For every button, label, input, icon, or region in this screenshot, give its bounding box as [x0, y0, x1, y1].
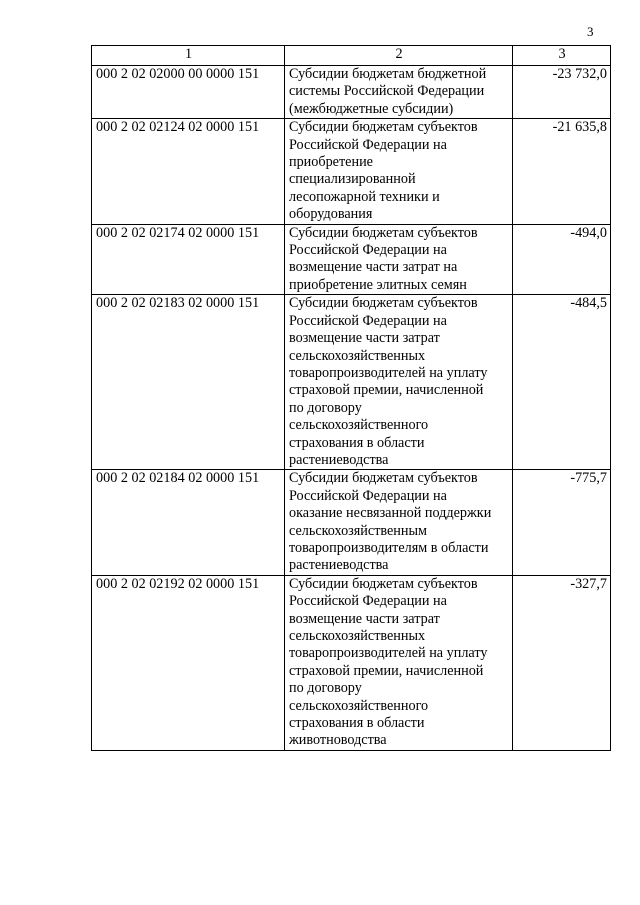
table-row [92, 470, 611, 575]
description-cell: Субсидии бюджетам субъектов Российской Федерации на оказание несвязанной поддержки сельскохозяйственным товаропроизводителям в области растениеводства [285, 470, 513, 575]
table-header-row [92, 46, 611, 66]
column-header-amount: 3 [513, 46, 611, 66]
table-row [92, 224, 611, 295]
description-cell: Субсидии бюджетам субъектов Российской Федерации на возмещение части затрат на приобретение элитных семян [285, 224, 513, 295]
budget-code-cell: 000 2 02 02124 02 0000 151 [92, 119, 285, 224]
budget-code-cell: 000 2 02 02192 02 0000 151 [92, 575, 285, 750]
description-cell: Субсидии бюджетам субъектов Российской Федерации на возмещение части затрат сельскохозяйственных товаропроизводителей на уплату страховой премии, начисленной по договору сельскохозяйственного страхования в области животноводства [285, 575, 513, 750]
amount-cell: -775,7 [513, 470, 611, 575]
description-cell: Субсидии бюджетам субъектов Российской Федерации на возмещение части затрат сельскохозяйственных товаропроизводителей на уплату страховой премии, начисленной по договору сельскохозяйственного страхования в области растениеводства [285, 295, 513, 470]
amount-cell: -494,0 [513, 224, 611, 295]
table-row [92, 119, 611, 224]
budget-code-cell: 000 2 02 02000 00 0000 151 [92, 66, 285, 119]
column-header-code: 1 [92, 46, 285, 66]
description-cell: Субсидии бюджетам субъектов Российской Федерации на приобретение специализированной лесопожарной техники и оборудования [285, 119, 513, 224]
table-row [92, 295, 611, 470]
budget-table [91, 45, 611, 751]
page-number: 3 [587, 24, 594, 39]
amount-cell: -327,7 [513, 575, 611, 750]
amount-cell: -21 635,8 [513, 119, 611, 224]
budget-code-cell: 000 2 02 02183 02 0000 151 [92, 295, 285, 470]
budget-code-cell: 000 2 02 02174 02 0000 151 [92, 224, 285, 295]
column-header-name: 2 [285, 46, 513, 66]
amount-cell: -23 732,0 [513, 66, 611, 119]
description-cell: Субсидии бюджетам бюджетной системы Российской Федерации (межбюджетные субсидии) [285, 66, 513, 119]
budget-code-cell: 000 2 02 02184 02 0000 151 [92, 470, 285, 575]
amount-cell: -484,5 [513, 295, 611, 470]
table-row [92, 66, 611, 119]
table-row [92, 575, 611, 750]
